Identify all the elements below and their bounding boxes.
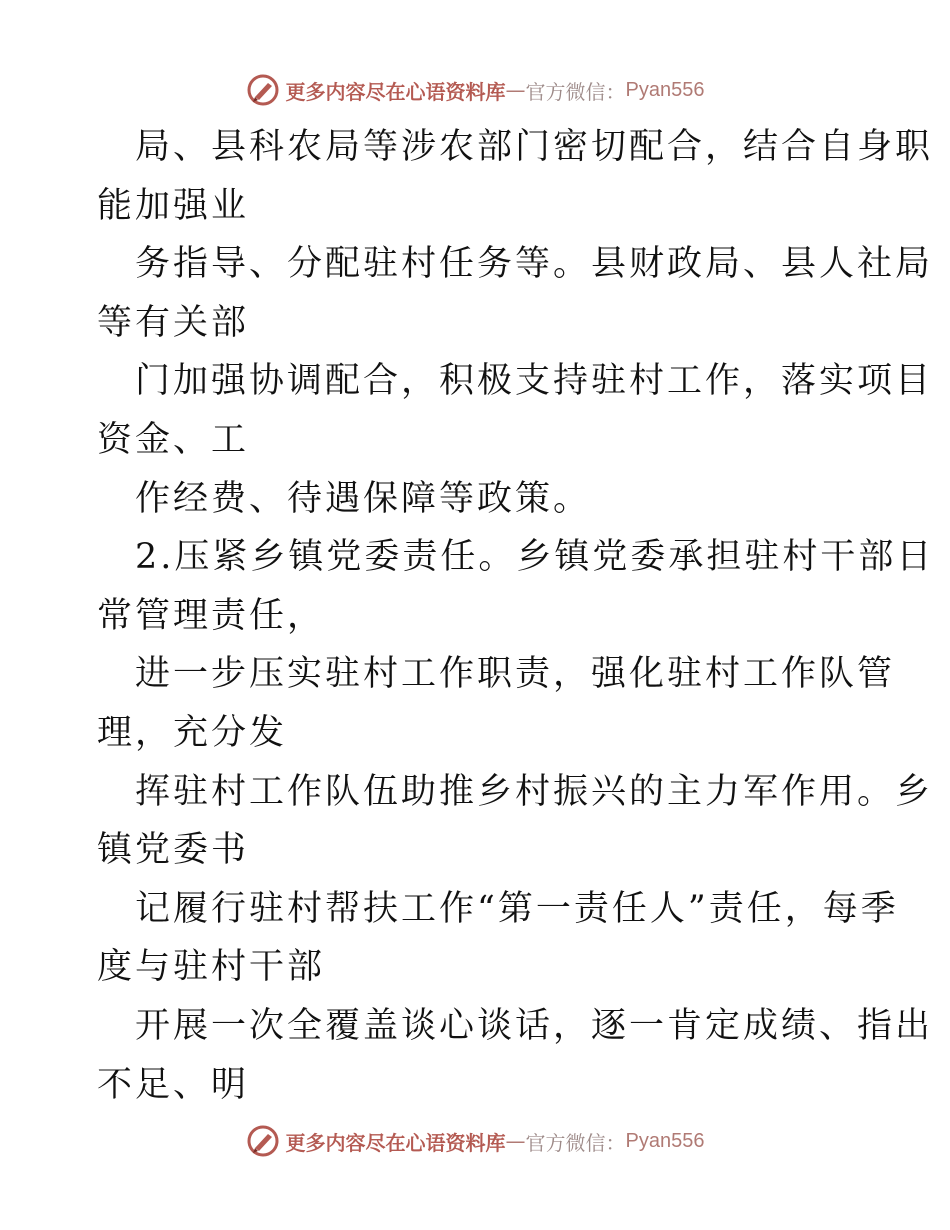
document-body	[97, 118, 935, 1114]
text-line: 作经费、待遇保障等政策。	[135, 478, 592, 519]
text-line: 常管理责任，	[97, 595, 326, 636]
watermark-separator: —	[505, 1129, 526, 1153]
text-line: 2.压紧乡镇党委责任。乡镇党委承担驻村干部日	[135, 537, 935, 578]
text-line: 门加强协调配合，积极支持驻村工作，落实项目	[135, 361, 934, 402]
text-line: 不足、明	[97, 1064, 250, 1105]
pen-logo-icon	[246, 1124, 280, 1158]
watermark-contact-label: 官方微信：	[525, 1130, 626, 1155]
text-line: 务指导、分配驻村任务等。县财政局、县人社局	[135, 244, 934, 285]
pen-logo-icon	[246, 73, 280, 107]
text-line: 开展一次全覆盖谈心谈话，逐一肯定成绩、指出	[135, 1005, 934, 1046]
watermark-separator: —	[505, 78, 526, 102]
watermark-brand: 更多内容尽在心语资料库	[285, 1130, 506, 1155]
watermark-brand: 更多内容尽在心语资料库	[285, 79, 506, 104]
text-line: 镇党委书	[97, 830, 250, 871]
text-line: 进一步压实驻村工作职责，强化驻村工作队管	[135, 654, 896, 695]
text-line: 能加强业	[97, 185, 250, 226]
watermark-wechat-id: Pyan556	[625, 78, 705, 101]
text-line: 局、县科农局等涉农部门密切配合，结合自身职	[135, 127, 934, 167]
watermark-contact-label: 官方微信：	[525, 79, 626, 104]
text-line: 记履行驻村帮扶工作“第一责任人”责任，每季	[135, 888, 899, 929]
footer-watermark	[0, 1121, 950, 1161]
header-watermark	[0, 70, 950, 110]
text-line: 挥驻村工作队伍助推乡村振兴的主力军作用。乡	[135, 771, 934, 812]
text-line: 理，充分发	[97, 712, 288, 753]
text-line: 等有关部	[97, 302, 250, 343]
text-line: 资金、工	[97, 419, 250, 460]
watermark-wechat-id: Pyan556	[625, 1129, 705, 1152]
text-line: 度与驻村干部	[97, 947, 326, 988]
